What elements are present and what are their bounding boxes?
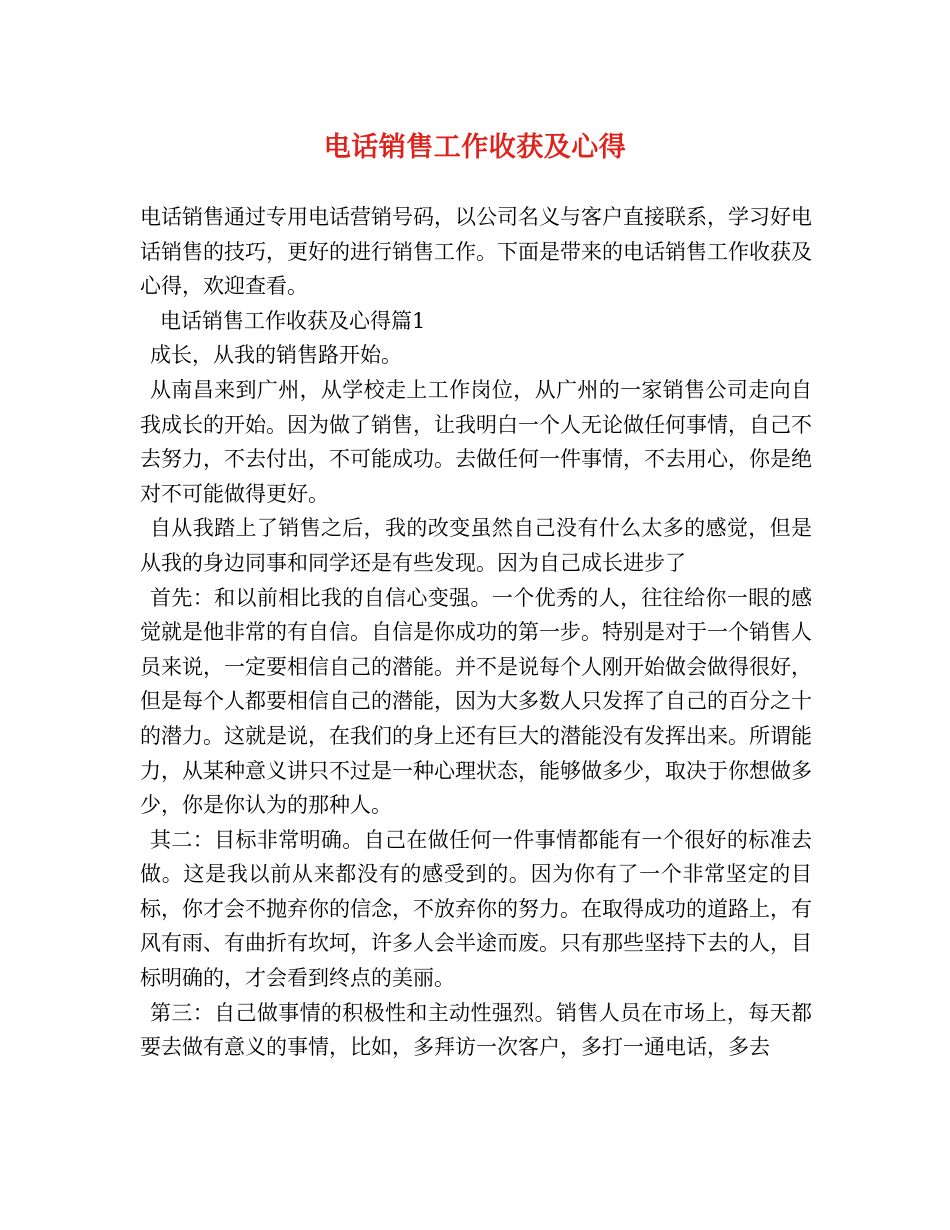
- body-paragraph: 首先：和以前相比我的自信心变强。一个优秀的人，往往给你一眼的感觉就是他非常的有自信。自信是你成功的第一步。特别是对于一个销售人员来说，一定要相信自己的潜能。并不是说每个人刚开始做会做得很好，但是每个人都要相信自己的潜能，因为大多数人只发挥了自己的百分之十的潜力。这就是说，在我们的身上还有巨大的潜能没有发挥出来。所谓能力，从某种意义讲只不过是一种心理状态，能够做多少，取决于你想做多少，你是你认为的那种人。: [140, 585, 812, 818]
- section-heading: 电话销售工作收获及心得篇1: [160, 308, 426, 333]
- body-paragraph: 成长，从我的销售路开始。: [150, 343, 402, 368]
- body-paragraph: 自从我踏上了销售之后，我的改变虽然自己没有什么太多的感觉，但是从我的身边同事和同学还是有些发现。因为自己成长进步了: [140, 516, 812, 575]
- body-paragraph: 其二：目标非常明确。自己在做任何一件事情都能有一个很好的标准去做。这是我以前从来都没有的感受到的。因为你有了一个非常坚定的目标，你才会不抛弃你的信念，不放弃你的努力。在取得成功的道路上，有风有雨、有曲折有坎坷，许多人会半途而废。只有那些坚持下去的人，目标明确的，才会看到终点的美丽。: [140, 827, 812, 991]
- body-paragraph: 第三：自己做事情的积极性和主动性强烈。销售人员在市场上，每天都要去做有意义的事情，比如，多拜访一次客户，多打一通电话，多去: [140, 1000, 812, 1060]
- document-body: [140, 200, 812, 1065]
- document-title: 电话销售工作收获及心得: [323, 132, 627, 163]
- intro-paragraph: 电话销售通过专用电话营销号码，以公司名义与客户直接联系，学习好电话销售的技巧，更好的进行销售工作。下面是带来的电话销售工作收获及心得，欢迎查看。: [140, 205, 812, 299]
- body-paragraph: 从南昌来到广州，从学校走上工作岗位，从广州的一家销售公司走向自我成长的开始。因为做了销售，让我明白一个人无论做任何事情，自己不去努力，不去付出，不可能成功。去做任何一件事情，不去用心，你是绝对不可能做得更好。: [140, 377, 812, 506]
